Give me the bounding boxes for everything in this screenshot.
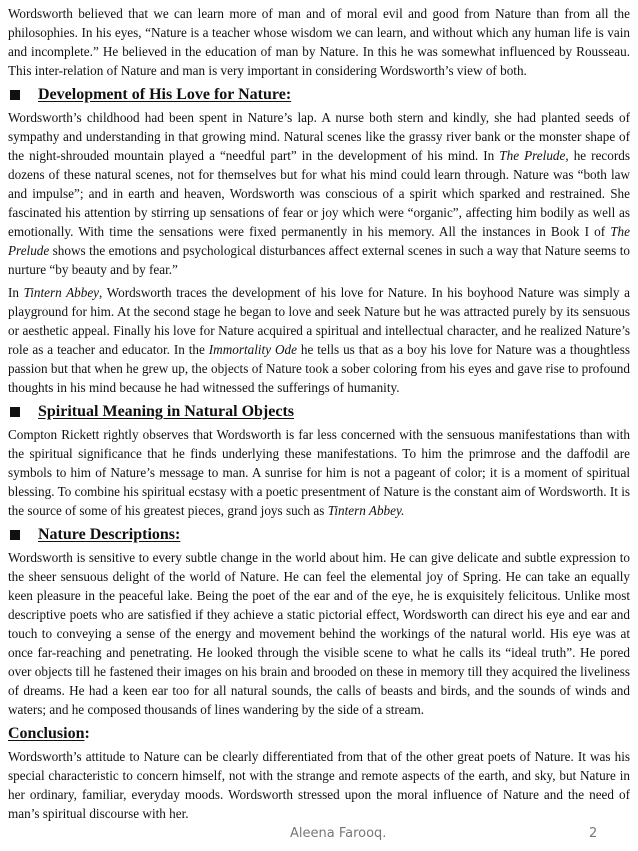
spiritual-paragraph: Compton Rickett rightly observes that Wordsworth is far less concerned with the sensuous manifestations than with the spiritual significance that he finds underlying these manifestations. To him the primrose and the daffodil are symbols to him of Nature’s message to man. A sunrise for him is not a pageant of color; it is a moment of spiritual blessing. To combine his spiritual ecstasy with a poetic presentment of Nature is the constant aim of Wordsworth. It is the source of some of his greatest pieces, grand joys such as Tintern Abbey. [8, 427, 630, 518]
development-paragraph-2: In Tintern Abbey, Wordsworth traces the development of his love for Nature. In his boyhood Nature was simply a playground for him. At the second stage he began to love and seek Nature but he was attracted purely by its sensuous or aesthetic appeal. Finally his love for Nature acquired a spiritual and intellectual character, and he realized Nature’s role as a teacher and educator. In the Immortality Ode he tells us that as a boy his love for Nature was a thoughtless passion but that when he grew up, the objects of Nature took a sober coloring from his eyes and gave rise to profound thoughts in his mind because he had witnessed the sufferings of humanity. [8, 285, 630, 395]
conclusion-heading: Conclusion: [8, 725, 90, 742]
development-paragraph-1: Wordsworth’s childhood had been spent in Nature’s lap. A nurse both stern and kindly, she had planted seeds of sympathy and understanding in that growing mind. Natural scenes like the grassy river bank or the monster shape of the night-shrouded mountain played a “needful part” in the development of his mind. In The Prelude, he records dozens of these natural scenes, not for themselves but for what his mind could learn through. Nature was “both law and impulse”; and in earth and heaven, Wordsworth was conscious of a spirit which sparked and restrained. She fascinated his attention by stirring up sensations of fear or joy which were “organic”, affecting him bodily as well as emotionally. With time the sensations were fixed permanently in his memory. All the instances in Book I of The Prelude shows the emotions and psychological disturbances affect external scenes in such a way that Nature seems to nurture “by beauty and by fear.” [8, 110, 630, 277]
work-title: The Prelude [499, 148, 566, 163]
intro-paragraph: Wordsworth believed that we can learn more of man and of moral evil and good from Nature than from all the philosophies. In his eyes, “Nature is a teacher whose wisdom we can learn, and without which any human life is vain and incomplete.” He believed in the education of man by Nature. In this he was somewhat influenced by Rousseau. This inter-relation of Nature and man is very important in considering Wordsworth’s view of both. [8, 6, 630, 78]
square-bullet-icon [10, 530, 20, 540]
work-title: The Prelude [8, 224, 630, 258]
conclusion-paragraph: Wordsworth’s attitude to Nature can be clearly differentiated from that of the other great poets of Nature. It was his special characteristic to concern himself, not with the strange and remote aspects of the earth, and sky, but Nature in her ordinary, familiar, everyday moods. Wordsworth stressed upon the moral influence of Nature and the need of man’s spiritual discourse with her. [8, 749, 630, 821]
work-title: Tintern Abbey [23, 285, 100, 300]
section-heading-text: Nature Descriptions: [38, 526, 181, 543]
footer-author: Aleena Farooq. [290, 826, 387, 841]
section-heading-spiritual [8, 401, 630, 423]
nature-descriptions-paragraph: Wordsworth is sensitive to every subtle change in the world about him. He can give delicate and subtle expression to the sheer sensuous delight of the world of Nature. He can feel the elemental joy of Spring. He can take an equally keen pleasure in the peaceful lake. Being the poet of the ear and of the eye, he is exquisitely felicitous. Unlike most descriptive poets who are satisfied if they achieve a static pictorial effect, Wordsworth can direct his eye and ear and touch to conveying a sense of the energy and movement behind the workings of the natural world. His eye was at once far-reaching and penetrating. He looked through the visible scene to what he calls its “ideal truth”. He pored over objects till he fastened their images on his brain and brooded on these in memory till they acquired the liveliness of dreams. He had a keen ear too for all natural sounds, the calls of beasts and birds, and the sounds of winds and waters; and he composed thousands of lines wandering by the side of a stream. [8, 550, 630, 717]
work-title: Immortality Ode [208, 342, 297, 357]
section-heading-development [8, 84, 630, 106]
document-page [8, 4, 630, 827]
page-footer [0, 826, 638, 846]
section-heading-text: Development of His Love for Nature: [38, 86, 292, 103]
work-title: Tintern Abbey. [327, 503, 405, 518]
page-number: 2 [589, 826, 598, 841]
section-heading-text: Spiritual Meaning in Natural Objects [38, 403, 295, 420]
square-bullet-icon [10, 407, 20, 417]
square-bullet-icon [10, 90, 20, 100]
section-heading-nature-descriptions [8, 524, 630, 546]
